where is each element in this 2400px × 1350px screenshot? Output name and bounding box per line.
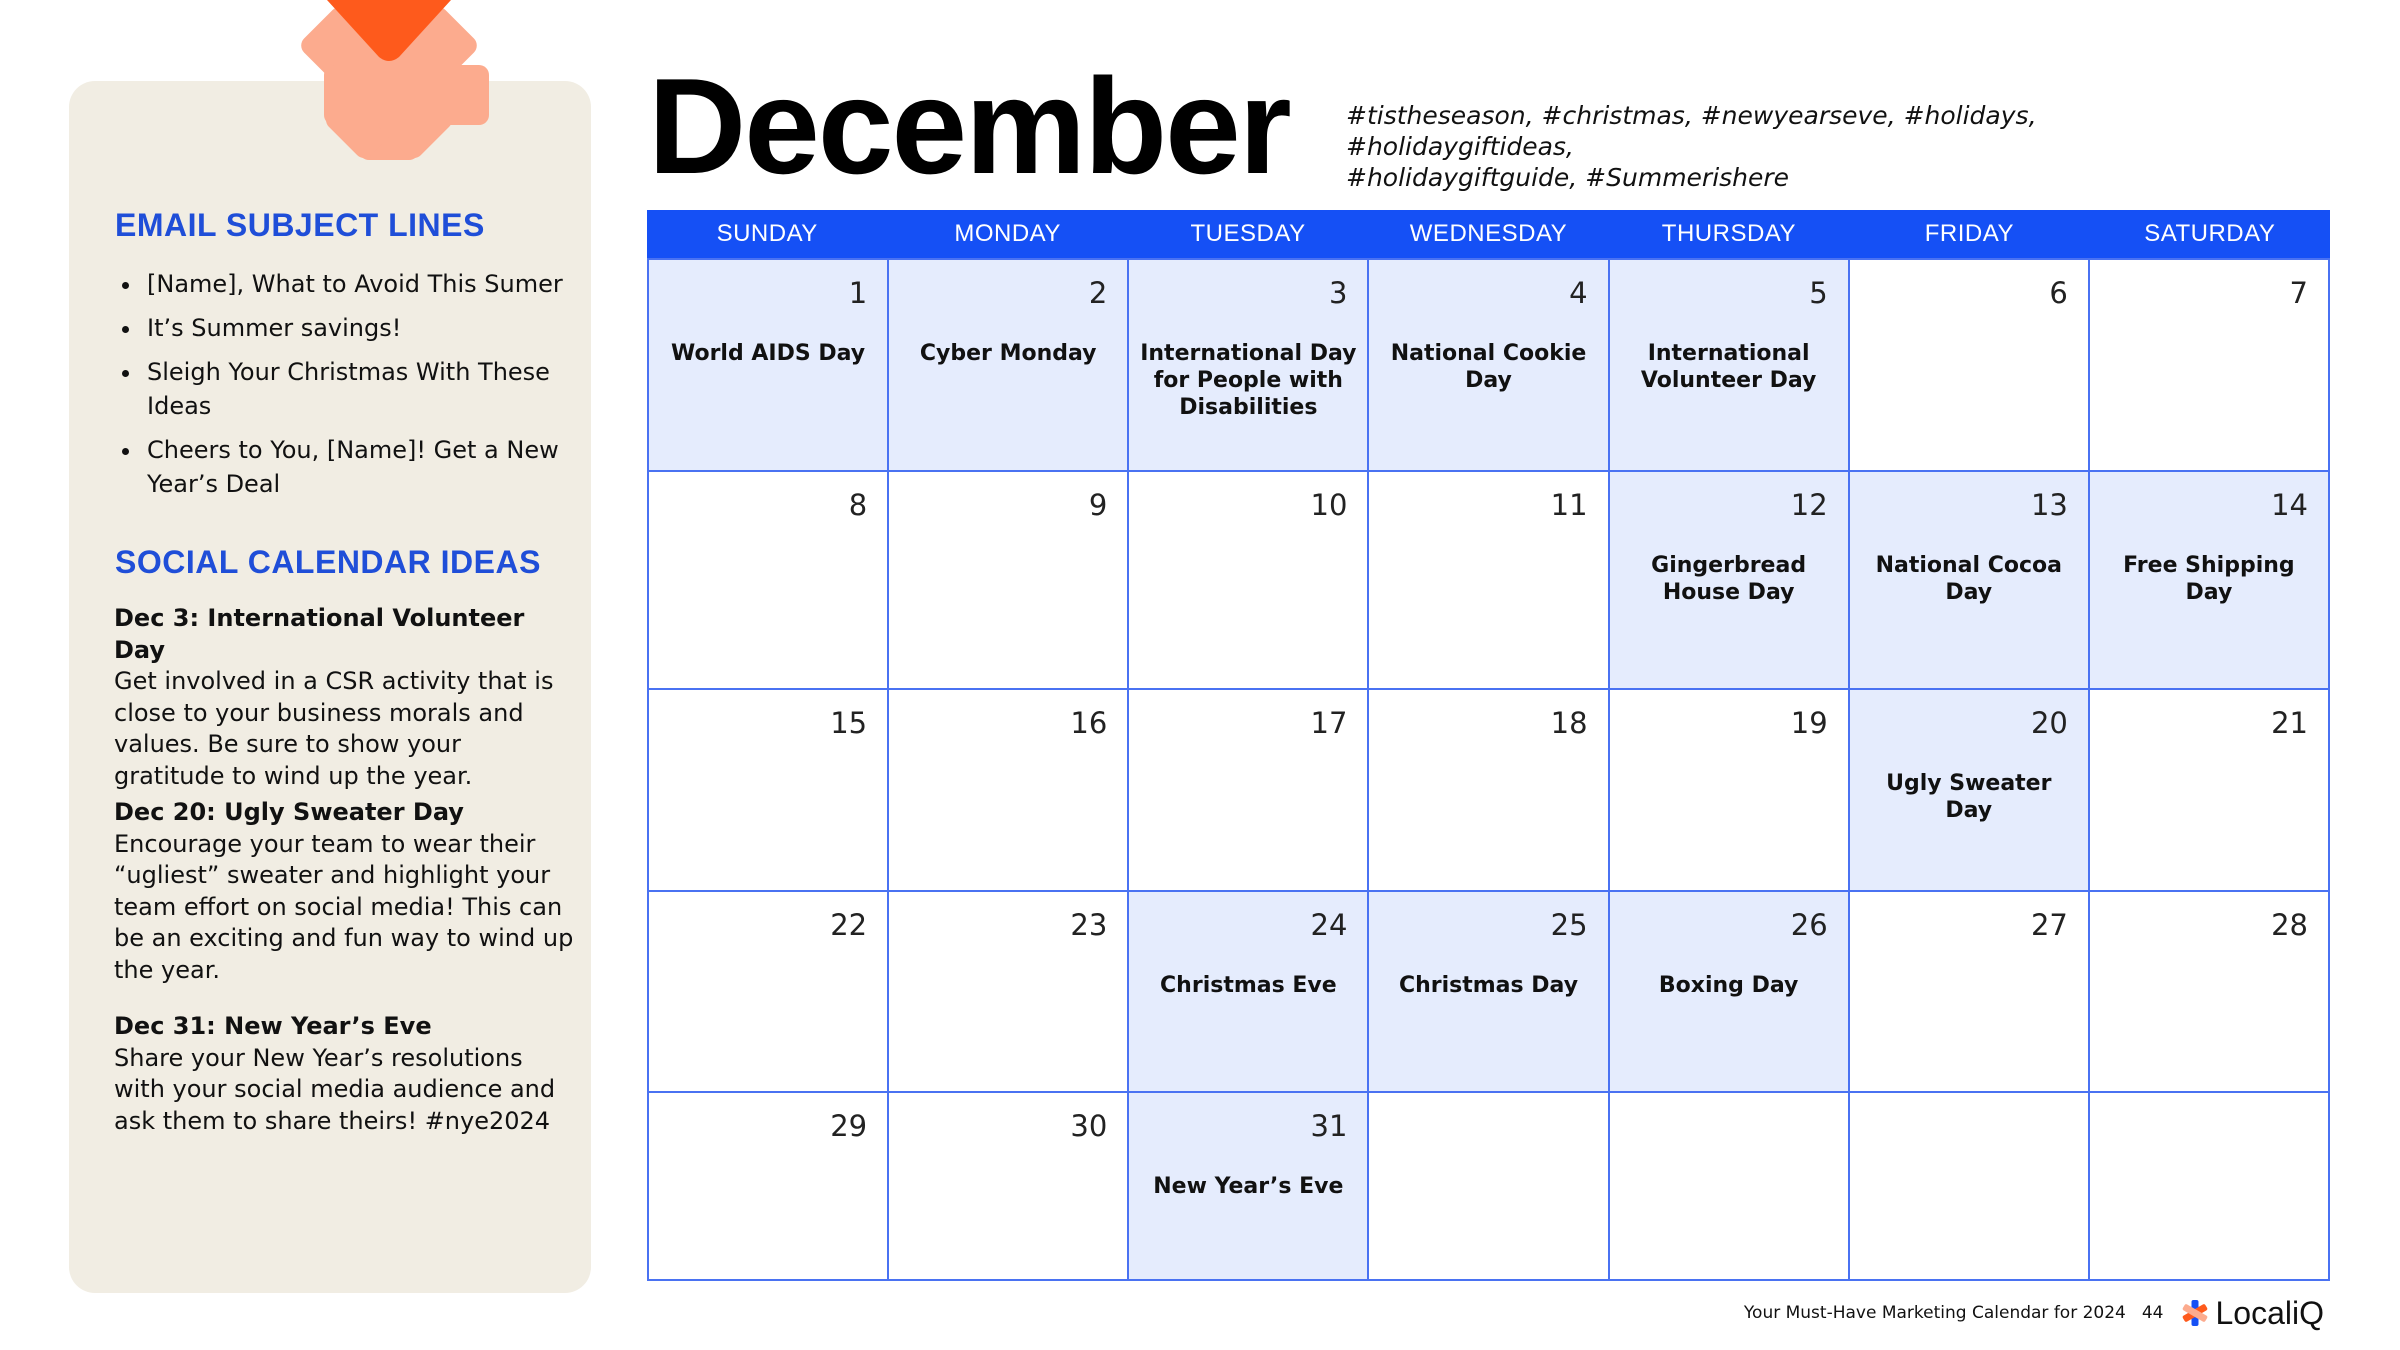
day-cell-31 [1129, 1093, 1369, 1281]
email-subject-lines-heading: EMAIL SUBJECT LINES [115, 207, 485, 243]
day-number: 9 [1088, 488, 1108, 522]
empty-day-cell [1850, 1093, 2090, 1281]
list-item: • [Name], What to Avoid This Sumer [143, 267, 603, 301]
event-name: Christmas Eve [1160, 973, 1337, 998]
event-name: International Day for People with Disabilities [1140, 341, 1357, 420]
page-footer [1744, 1293, 2324, 1333]
day-cell-30 [889, 1093, 1129, 1281]
day-number: 11 [1550, 488, 1588, 522]
day-cell-15 [649, 690, 889, 892]
day-number: 28 [2271, 908, 2308, 942]
idea-title: Dec 20: Ugly Sweater Day [114, 798, 464, 826]
event-name: World AIDS Day [670, 341, 866, 366]
idea-body: Get involved in a CSR activity that is close to your business morals and values. Be sure to show your gratitude to wind up the year. [114, 667, 554, 790]
weekday-label: SUNDAY [716, 220, 818, 247]
day-number: 5 [1809, 276, 1828, 310]
day-cell-27 [1850, 892, 2090, 1093]
event-name: Boxing Day [1658, 973, 1799, 998]
day-cell-24 [1129, 892, 1369, 1093]
day-cell-29 [649, 1093, 889, 1281]
email-subject-list [115, 267, 603, 511]
day-cell-7 [2090, 260, 2330, 472]
day-number: 19 [1790, 706, 1828, 740]
day-cell-8 [649, 472, 889, 690]
list-item: • Sleigh Your Christmas With These Ideas [143, 355, 603, 423]
day-number: 7 [2289, 276, 2308, 310]
calendar-grid [647, 258, 2330, 1281]
day-number: 25 [1550, 908, 1588, 942]
day-cell-22 [649, 892, 889, 1093]
day-cell-10 [1129, 472, 1369, 690]
day-cell-1 [649, 260, 889, 472]
month-calendar [647, 210, 2330, 1281]
day-cell-19 [1610, 690, 1850, 892]
brand-name: LocaliQ [2215, 1294, 2324, 1331]
event-name: Christmas Day [1398, 973, 1579, 998]
day-cell-13 [1850, 472, 2090, 690]
weekday-label: SATURDAY [2144, 220, 2276, 247]
day-number: 17 [1310, 706, 1348, 740]
day-number: 8 [848, 488, 868, 522]
day-number: 15 [830, 706, 868, 740]
day-number: 3 [1328, 276, 1348, 310]
day-number: 24 [1310, 908, 1348, 942]
empty-day-cell [2090, 1093, 2330, 1281]
day-number: 22 [830, 908, 868, 942]
day-number: 26 [1790, 908, 1828, 942]
weekday-label: WEDNESDAY [1409, 220, 1568, 247]
empty-day-cell [1610, 1093, 1850, 1281]
event-name: Ugly Sweater Day [1886, 771, 2052, 823]
day-cell-17 [1129, 690, 1369, 892]
idea-body: Encourage your team to wear their “ugliest” sweater and highlight your team effort on social media! This can be an exciting and fun way to wind up the year. [114, 829, 574, 984]
day-cell-25 [1369, 892, 1609, 1093]
page-number: 44 [2141, 1303, 2164, 1323]
day-cell-12 [1610, 472, 1850, 690]
idea-title: Dec 31: New Year’s Eve [114, 1012, 432, 1040]
list-item: • It’s Summer savings! [143, 311, 603, 345]
brand-logo [2180, 1295, 2325, 1332]
day-cell-14 [2090, 472, 2330, 690]
localiq-asterisk-icon [2180, 1298, 2210, 1328]
day-cell-3 [1129, 260, 1369, 472]
asterisk-decoration-icon [234, 0, 544, 175]
social-calendar-ideas-heading: SOCIAL CALENDAR IDEAS [115, 544, 541, 580]
event-name: Gingerbread House Day [1651, 553, 1807, 605]
weekday-label: MONDAY [954, 220, 1061, 247]
sidebar-panel [69, 81, 591, 1293]
weekday-label: THURSDAY [1661, 220, 1797, 247]
day-number: 21 [2271, 706, 2308, 740]
day-number: 27 [2030, 908, 2068, 942]
day-number: 10 [1310, 488, 1348, 522]
hashtags-line: #holidaygiftguide, #Summerishere [1346, 163, 1790, 192]
day-number: 29 [830, 1109, 868, 1143]
day-cell-4 [1369, 260, 1609, 472]
day-number: 6 [2049, 276, 2068, 310]
day-cell-26 [1610, 892, 1850, 1093]
day-cell-28 [2090, 892, 2330, 1093]
day-cell-21 [2090, 690, 2330, 892]
weekday-label: FRIDAY [1924, 220, 2014, 247]
day-number: 31 [1310, 1109, 1348, 1143]
day-number: 2 [1088, 276, 1108, 310]
day-number: 13 [2030, 488, 2068, 522]
idea-ugly-sweater-day [114, 797, 576, 986]
idea-new-years-eve [114, 1011, 576, 1137]
day-cell-16 [889, 690, 1129, 892]
footer-caption: Your Must-Have Marketing Calendar for 2024 [1743, 1303, 2126, 1323]
event-name: International Volunteer Day [1640, 341, 1817, 393]
day-number: 18 [1550, 706, 1588, 740]
weekday-header-row [647, 210, 2330, 258]
event-name: Cyber Monday [919, 341, 1097, 366]
day-cell-23 [889, 892, 1129, 1093]
weekday-label: TUESDAY [1190, 220, 1306, 247]
day-number: 23 [1070, 908, 1108, 942]
empty-day-cell [1369, 1093, 1609, 1281]
day-number: 14 [2271, 488, 2308, 522]
day-number: 30 [1070, 1109, 1108, 1143]
month-title: December [648, 50, 1290, 202]
day-cell-11 [1369, 472, 1609, 690]
idea-volunteer-day [114, 603, 576, 792]
day-cell-20 [1850, 690, 2090, 892]
day-cell-9 [889, 472, 1129, 690]
event-name: Free Shipping Day [2123, 553, 2295, 605]
idea-title: Dec 3: International Volunteer Day [114, 604, 525, 664]
hashtags [1346, 100, 2246, 193]
day-number: 1 [848, 276, 868, 310]
day-number: 4 [1569, 276, 1588, 310]
day-cell-6 [1850, 260, 2090, 472]
day-cell-5 [1610, 260, 1850, 472]
day-cell-2 [889, 260, 1129, 472]
day-number: 12 [1790, 488, 1828, 522]
day-number: 16 [1070, 706, 1108, 740]
event-name: National Cookie Day [1390, 341, 1587, 393]
hashtags-line: #tistheseason, #christmas, #newyearseve, #holidays, #holidaygiftideas, [1346, 101, 2037, 161]
list-item: • Cheers to You, [Name]! Get a New Year’s Deal [143, 433, 603, 501]
idea-body: Share your New Year’s resolutions with your social media audience and ask them to share theirs! #nye2024 [114, 1043, 556, 1135]
day-cell-18 [1369, 690, 1609, 892]
event-name: National Cocoa Day [1875, 553, 2062, 605]
event-name: New Year’s Eve [1153, 1174, 1344, 1199]
day-number: 20 [2030, 706, 2068, 740]
